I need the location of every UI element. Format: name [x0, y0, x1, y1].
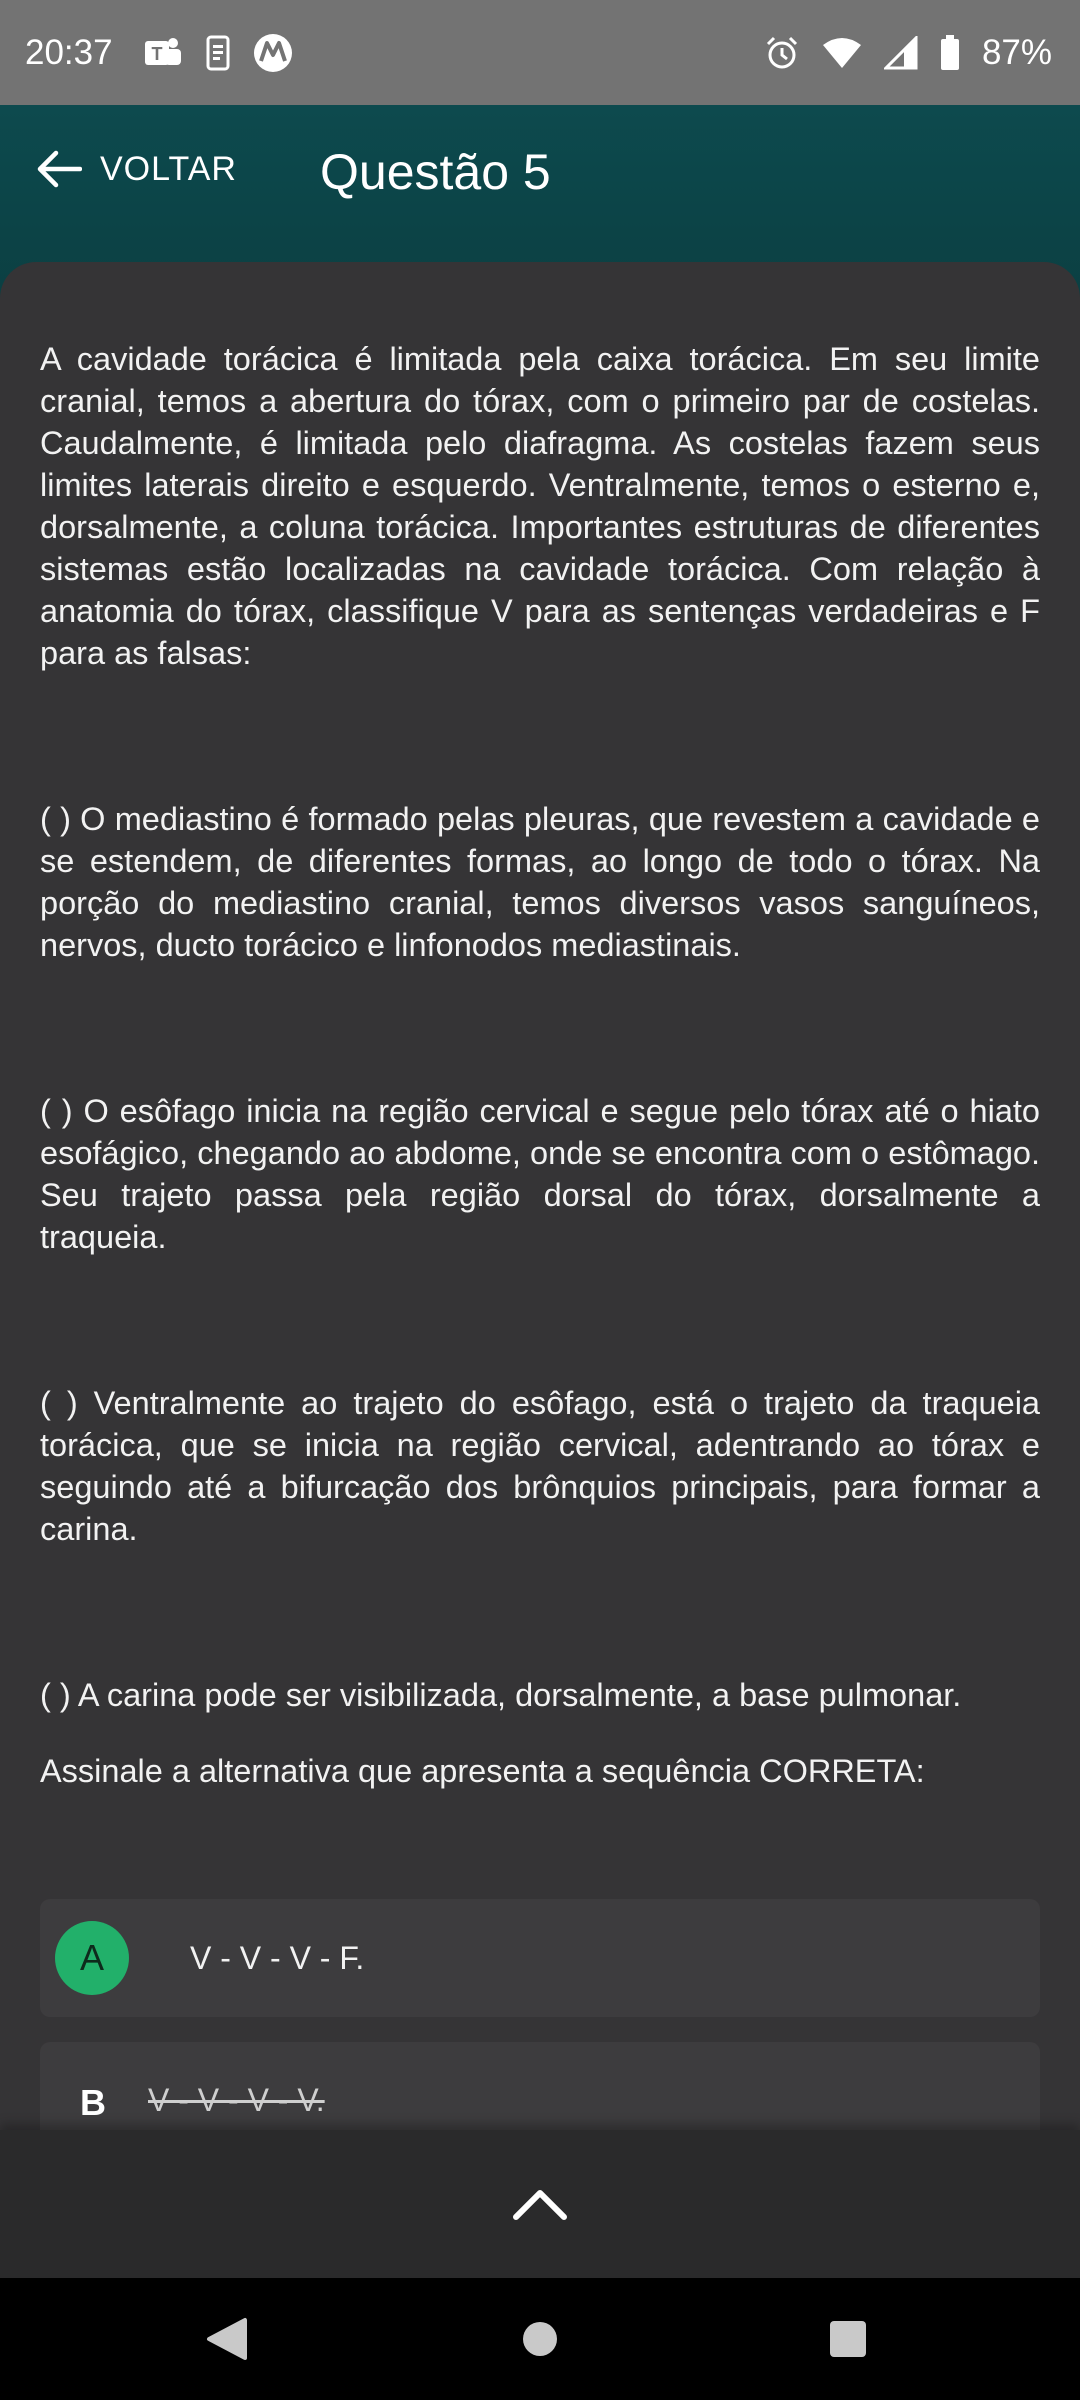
navigation-bar: [0, 2278, 1080, 2400]
status-bar: [0, 0, 1080, 105]
nav-home-icon: [520, 2319, 560, 2359]
nav-back-button[interactable]: [157, 2278, 297, 2400]
status-left: [25, 33, 293, 73]
alarm-icon: [764, 35, 800, 71]
page-title: Questão 5: [320, 144, 551, 200]
statement-2: ( ) O esôfago inicia na região cervical e segue pelo tórax até o hiato esofágico, chegando ao abdome, onde se encontra com o estômago. Seu trajeto passa pela região dorsal do tórax, dorsalmente a traqueia.: [40, 1093, 1040, 1255]
battery-icon: [940, 35, 960, 71]
signal-icon: [884, 36, 918, 70]
status-time: 20:37: [25, 32, 113, 72]
nav-recents-icon: [828, 2319, 868, 2359]
arrow-left-icon: [36, 149, 82, 189]
nav-back-icon: [205, 2316, 249, 2362]
battery-percent: 87%: [981, 32, 1052, 72]
option-b[interactable]: [40, 2042, 1040, 2130]
back-button[interactable]: [36, 149, 237, 189]
nav-recents-button[interactable]: [778, 2278, 918, 2400]
svg-text:T: T: [151, 43, 163, 64]
phone-clipboard-icon: [205, 35, 231, 71]
option-a-badge: A: [55, 1921, 129, 1995]
status-right: [764, 33, 1052, 73]
wifi-icon: [822, 37, 862, 69]
nav-home-button[interactable]: [470, 2278, 610, 2400]
expand-button[interactable]: [495, 2159, 585, 2249]
option-b-text: V - V - V - V.: [148, 2082, 325, 2118]
question-intro: A cavidade torácica é limitada pela caixa torácica. Em seu limite cranial, temos a abertura do tórax, com o primeiro par de costelas. Caudalmente, é limitada pelo diafragma. As costelas fazem seus limites laterais direito e esquerdo. Ventralmente, temos o esterno e, dorsalmente, a coluna torácica. Importantes estruturas de diferentes sistemas estão localizadas na cavidade torácica. Com relação à anatomia do tórax, classifique V para as sentenças verdadeiras e F para as falsas:: [40, 341, 1040, 671]
bottom-panel: [0, 2130, 1080, 2278]
question-prompt: Assinale a alternativa que apresenta a sequência CORRETA:: [40, 1753, 925, 1789]
motorola-icon: [253, 33, 293, 73]
question-body: [40, 338, 1040, 1792]
chevron-up-icon: [512, 2187, 568, 2221]
statement-1: ( ) O mediastino é formado pelas pleuras, que revestem a cavidade e se estendem, de diferentes formas, ao longo de todo o tórax. Na porção do mediastino cranial, temos diversos vasos sanguíneos, nervos, ducto torácico e linfonodos mediastinais.: [40, 801, 1040, 963]
statement-4: ( ) A carina pode ser visibilizada, dorsalmente, a base pulmonar.: [40, 1677, 962, 1713]
statement-3: ( ) Ventralmente ao trajeto do esôfago, está o trajeto da traqueia torácica, que se inicia na região cervical, adentrando ao tórax e seguindo até a bifurcação dos brônquios principais, para formar a carina.: [40, 1385, 1040, 1547]
option-a-text: V - V - V - F.: [190, 1939, 365, 1976]
option-b-letter: B: [80, 2082, 106, 2123]
option-a[interactable]: [40, 1899, 1040, 2017]
back-label: VOLTAR: [100, 149, 237, 188]
question-card: [0, 262, 1080, 2130]
teams-icon: [143, 35, 183, 71]
